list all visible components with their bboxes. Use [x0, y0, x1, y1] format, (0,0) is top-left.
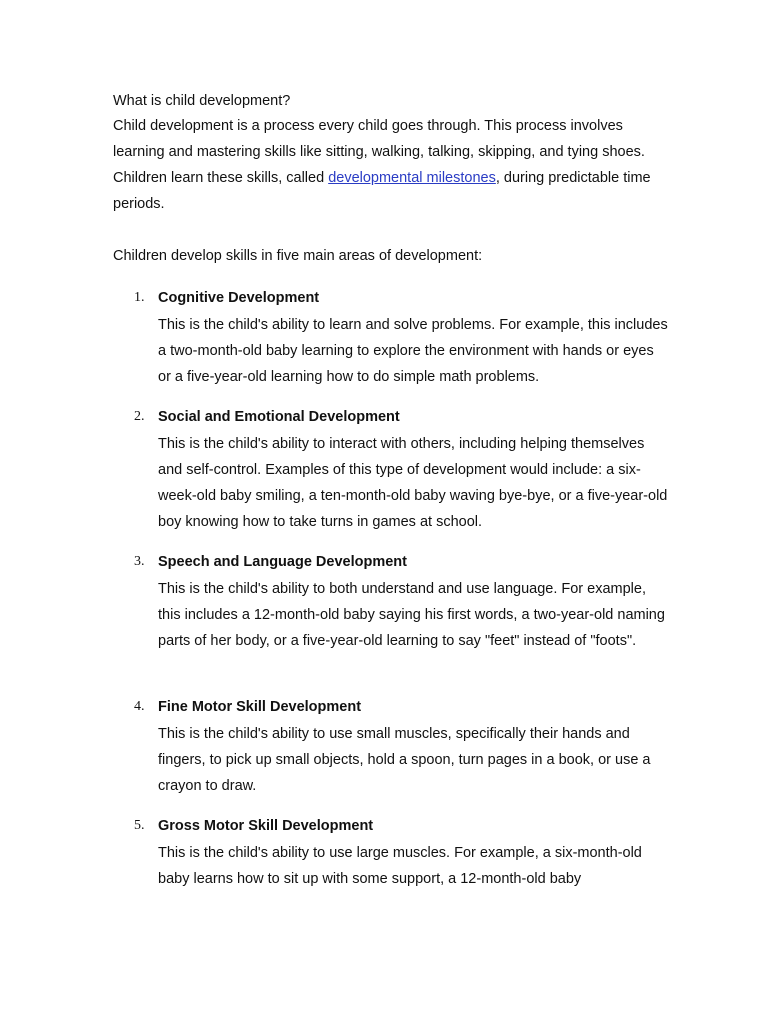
list-item-number: 1. [134, 290, 145, 305]
list-item-body: This is the child's ability to use large muscles. For example, a six-month-old baby learns how to sit up with some support, a 12-month-old baby [158, 845, 642, 887]
list-item-body: This is the child's ability to interact with others, including helping themselves and self-control. Examples of this type of development would include: a six-week-old baby smiling, a ten-month-old baby waving bye-bye, or a five-year-old boy knowing how to take turns in games at school. [158, 436, 668, 530]
list-item-title: Cognitive Development [158, 290, 320, 306]
list-item-title: Social and Emotional Development [158, 409, 400, 425]
document-title: What is child development? [113, 93, 291, 109]
list-item-number: 4. [134, 699, 145, 714]
intro-text-after-link: , during predictable time periods. [113, 170, 651, 212]
intro-text-before-link: Child development is a process every child goes through. This process involves learning and mastering skills like sitting, walking, talking, skipping, and tying shoes. Children learn these skills, called [113, 118, 645, 186]
list-item-body: This is the child's ability to use small muscles, specifically their hands and fingers, to pick up small objects, hold a spoon, turn pages in a book, or use a crayon to draw. [158, 726, 651, 794]
developmental-milestones-link[interactable]: developmental milestones [328, 170, 496, 186]
list-item-number: 3. [134, 554, 145, 569]
list-item-content [158, 695, 668, 799]
list-item-content [158, 550, 668, 654]
list-item-content [158, 405, 668, 535]
list-item-title: Fine Motor Skill Development [158, 699, 362, 715]
list-item-content [158, 814, 668, 892]
list-item-number: 2. [134, 409, 145, 424]
list-item-number: 5. [134, 818, 145, 833]
lead-paragraph: Children develop skills in five main areas of development: [113, 248, 483, 264]
list-item-title: Speech and Language Development [158, 554, 407, 570]
list-item-body: This is the child's ability to learn and solve problems. For example, this includes a two-month-old baby learning to explore the environment with hands or eyes or a five-year-old learning how to do simple math problems. [158, 317, 668, 385]
list-item-body: This is the child's ability to both understand and use language. For example, this includes a 12-month-old baby saying his first words, a two-year-old naming parts of her body, or a five-year-old learning to say "feet" instead of "foots". [158, 581, 665, 649]
intro-paragraph [113, 113, 673, 217]
list-item-title: Gross Motor Skill Development [158, 818, 374, 834]
list-item-content [158, 286, 668, 390]
